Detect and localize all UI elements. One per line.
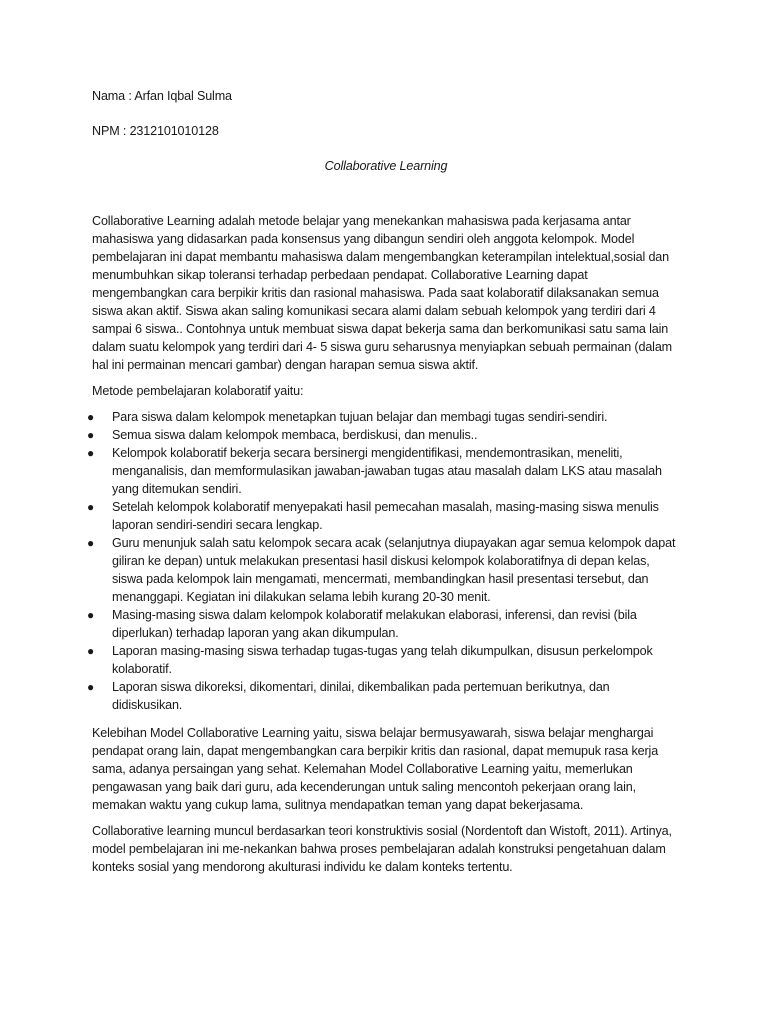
bullet-icon: ●	[87, 446, 95, 460]
bullet-icon: ●	[87, 500, 95, 514]
list-item	[87, 642, 680, 678]
bullet-icon: ●	[87, 410, 95, 424]
theory-paragraph: Collaborative learning muncul berdasarkan teori konstruktivis sosial (Nordentoft dan Wistoft, 2011). Artinya, model pembelajaran ini me-nekankan bahwa proses pembelajaran adalah konstruksi pengetahuan dalam konteks sosial yang mendorong akulturasi individu ke dalam konteks tertentu.	[92, 824, 672, 874]
list-item-text: Laporan masing-masing siswa terhadap tugas-tugas yang telah dikumpulkan, disusun perkelompok kolaboratif.	[112, 644, 653, 676]
bullet-icon: ●	[87, 680, 95, 694]
list-item	[87, 408, 680, 426]
bullet-icon: ●	[87, 644, 95, 658]
strengths-weaknesses-paragraph: Kelebihan Model Collaborative Learning yaitu, siswa belajar bermusyawarah, siswa belajar menghargai pendapat orang lain, dapat mengembangkan cara berpikir kritis dan rasional, dapat memupuk rasa kerja sama, adanya persaingan yang sehat. Kelemahan Model Collaborative Learning yaitu, memerlukan pengawasan yang baik dari guru, ada kecenderungan untuk saling mencontoh pekerjaan orang lain, memakan waktu yang cukup lama, sulitnya mendapatkan teman yang dapat bekerjasama.	[92, 726, 659, 812]
student-name: Nama : Arfan Iqbal Sulma	[92, 89, 232, 103]
list-item-text: Kelompok kolaboratif bekerja secara bersinergi mengidentifikasi, mendemontrasikan, meneliti, menganalisis, dan memformulasikan jawaban-jawaban tugas atau masalah dalam LKS atau masalah yang ditemukan sendiri.	[112, 446, 662, 496]
list-item-text: Para siswa dalam kelompok menetapkan tujuan belajar dan membagi tugas sendiri-sendiri.	[112, 410, 608, 424]
list-item-text: Laporan siswa dikoreksi, dikomentari, dinilai, dikembalikan pada pertemuan berikutnya, dan didiskusikan.	[112, 680, 610, 712]
document-title: Collaborative Learning	[324, 159, 448, 173]
list-item	[87, 606, 680, 642]
list-item	[87, 534, 680, 606]
list-item-text: Setelah kelompok kolaboratif menyepakati hasil pemecahan masalah, masing-masing siswa menulis laporan sendiri-sendiri secara lengkap.	[112, 500, 659, 532]
intro-paragraph: Collaborative Learning adalah metode belajar yang menekankan mahasiswa pada kerjasama antar mahasiswa yang didasarkan pada konsensus yang dibangun sendiri oleh anggota kelompok. Model pembelajaran ini dapat membantu mahasiswa dalam mengembangkan keterampilan intelektual,sosial dan menumbuhkan sikap toleransi terhadap perbedaan pendapat. Collaborative Learning dapat mengembangkan cara berpikir kritis dan rasional mahasiswa. Pada saat kolaboratif dilaksanakan semua siswa akan aktif. Siswa akan saling komunikasi secara alami dalam sebuah kelompok yang terdiri dari 4 sampai 6 siswa.. Contohnya untuk membuat siswa dapat bekerja sama dan berkomunikasi satu sama lain dalam suatu kelompok yang terdiri dari 4- 5 siswa guru seharusnya menyiapkan sebuah permainan (dalam hal ini permainan mencari gambar) dengan harapan semua siswa aktif.	[92, 214, 673, 372]
list-item-text: Masing-masing siswa dalam kelompok kolaboratif melakukan elaborasi, inferensi, dan revisi (bila diperlukan) terhadap laporan yang akan dikumpulan.	[112, 608, 637, 640]
list-item	[87, 426, 680, 444]
list-item-text: Guru menunjuk salah satu kelompok secara acak (selanjutnya diupayakan agar semua kelompok dapat giliran ke depan) untuk melakukan presentasi hasil diskusi kelompok kolaboratifnya di depan kelas, siswa pada kelompok lain mengamati, mencermati, membandingkan hasil presentasi tersebut, dan menanggapi. Kegiatan ini dilakukan selama lebih kurang 20-30 menit.	[112, 536, 676, 604]
list-item	[87, 444, 680, 498]
methods-intro: Metode pembelajaran kolaboratif yaitu:	[92, 384, 304, 398]
methods-list	[87, 408, 680, 714]
bullet-icon: ●	[87, 536, 95, 550]
list-item	[87, 498, 680, 534]
list-item-text: Semua siswa dalam kelompok membaca, berdiskusi, dan menulis..	[112, 428, 478, 442]
document-page	[87, 87, 680, 884]
student-npm: NPM : 2312101010128	[92, 124, 219, 138]
list-item	[87, 678, 680, 714]
bullet-icon: ●	[87, 608, 95, 622]
bullet-icon: ●	[87, 428, 95, 442]
